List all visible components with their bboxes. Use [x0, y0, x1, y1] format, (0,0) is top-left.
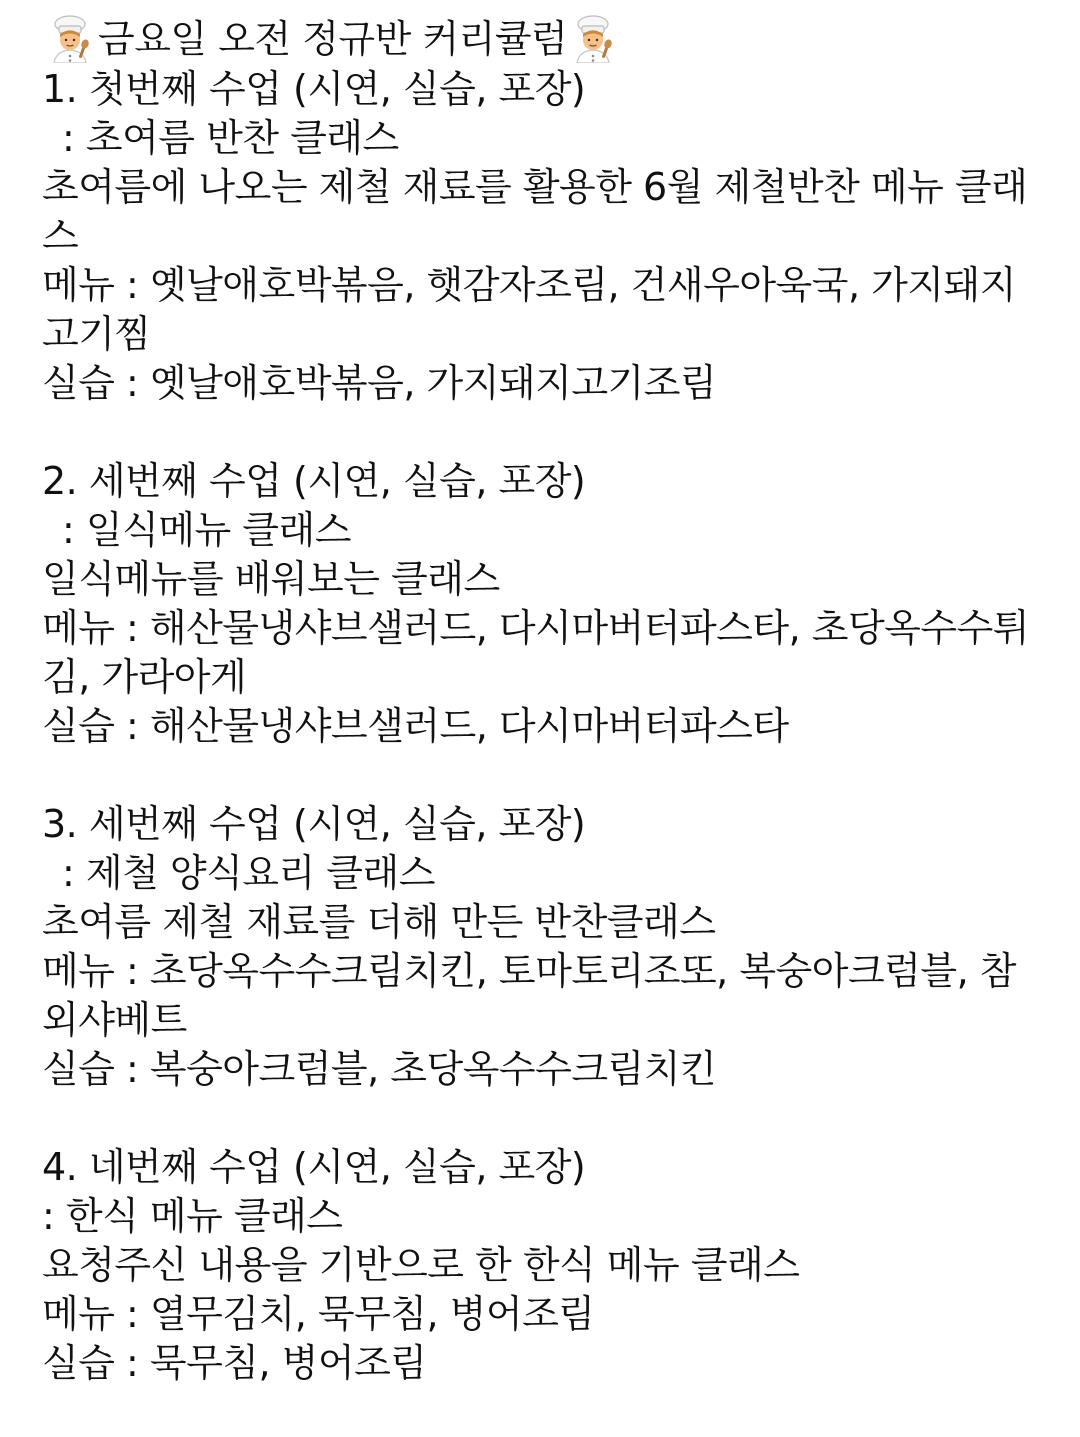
class-practice: 실습 : 해산물냉샤브샐러드, 다시마버터파스타: [42, 704, 789, 748]
class-menu: 메뉴 : 옛날애호박볶음, 햇감자조림, 건새우아욱국, 가지돼지고기찜: [42, 263, 1016, 356]
class-subtitle: : 한식 메뉴 클래스: [42, 1194, 343, 1238]
class-subtitle: : 일식메뉴 클래스: [62, 508, 351, 552]
class-heading: 1. 첫번째 수업 (시연, 실습, 포장): [42, 67, 586, 111]
class-menu: 메뉴 : 초당옥수수크림치킨, 토마토리조또, 복숭아크럼블, 참외샤베트: [42, 949, 1016, 1042]
class-heading: 2. 세번째 수업 (시연, 실습, 포장): [42, 459, 586, 503]
section-spacer: [42, 751, 1052, 800]
class-subtitle: : 초여름 반찬 클래스: [62, 116, 399, 160]
document-title-row: [48, 13, 1052, 65]
class-menu: 메뉴 : 해산물냉샤브샐러드, 다시마버터파스타, 초당옥수수튀김, 가라아게: [42, 606, 1029, 699]
class-section: [42, 65, 1052, 408]
document-title: 금요일 오전 정규반 커리큘럼: [98, 16, 568, 61]
class-section: [42, 457, 1052, 751]
class-description: 초여름에 나오는 제철 재료를 활용한 6월 제철반찬 메뉴 클래스: [42, 165, 1028, 258]
class-practice: 실습 : 복숭아크럼블, 초당옥수수크림치킨: [42, 1047, 717, 1091]
class-description: 일식메뉴를 배워보는 클래스: [42, 557, 500, 601]
class-heading: 3. 세번째 수업 (시연, 실습, 포장): [42, 802, 586, 846]
class-section: [42, 1143, 1052, 1388]
chef-icon: [48, 15, 92, 63]
class-heading: 4. 네번째 수업 (시연, 실습, 포장): [42, 1145, 586, 1189]
section-spacer: [42, 1094, 1052, 1143]
class-menu: 메뉴 : 열무김치, 묵무침, 병어조림: [42, 1292, 595, 1336]
class-practice: 실습 : 옛날애호박볶음, 가지돼지고기조림: [42, 361, 717, 405]
chef-icon: [571, 15, 615, 63]
class-description: 요청주신 내용을 기반으로 한 한식 메뉴 클래스: [42, 1243, 800, 1287]
curriculum-document: [42, 13, 1052, 1388]
class-practice: 실습 : 묵무침, 병어조림: [42, 1341, 427, 1385]
section-spacer: [42, 408, 1052, 457]
class-description: 초여름 제철 재료를 더해 만든 반찬클래스: [42, 900, 716, 944]
class-section: [42, 800, 1052, 1094]
class-subtitle: : 제철 양식요리 클래스: [62, 851, 435, 895]
